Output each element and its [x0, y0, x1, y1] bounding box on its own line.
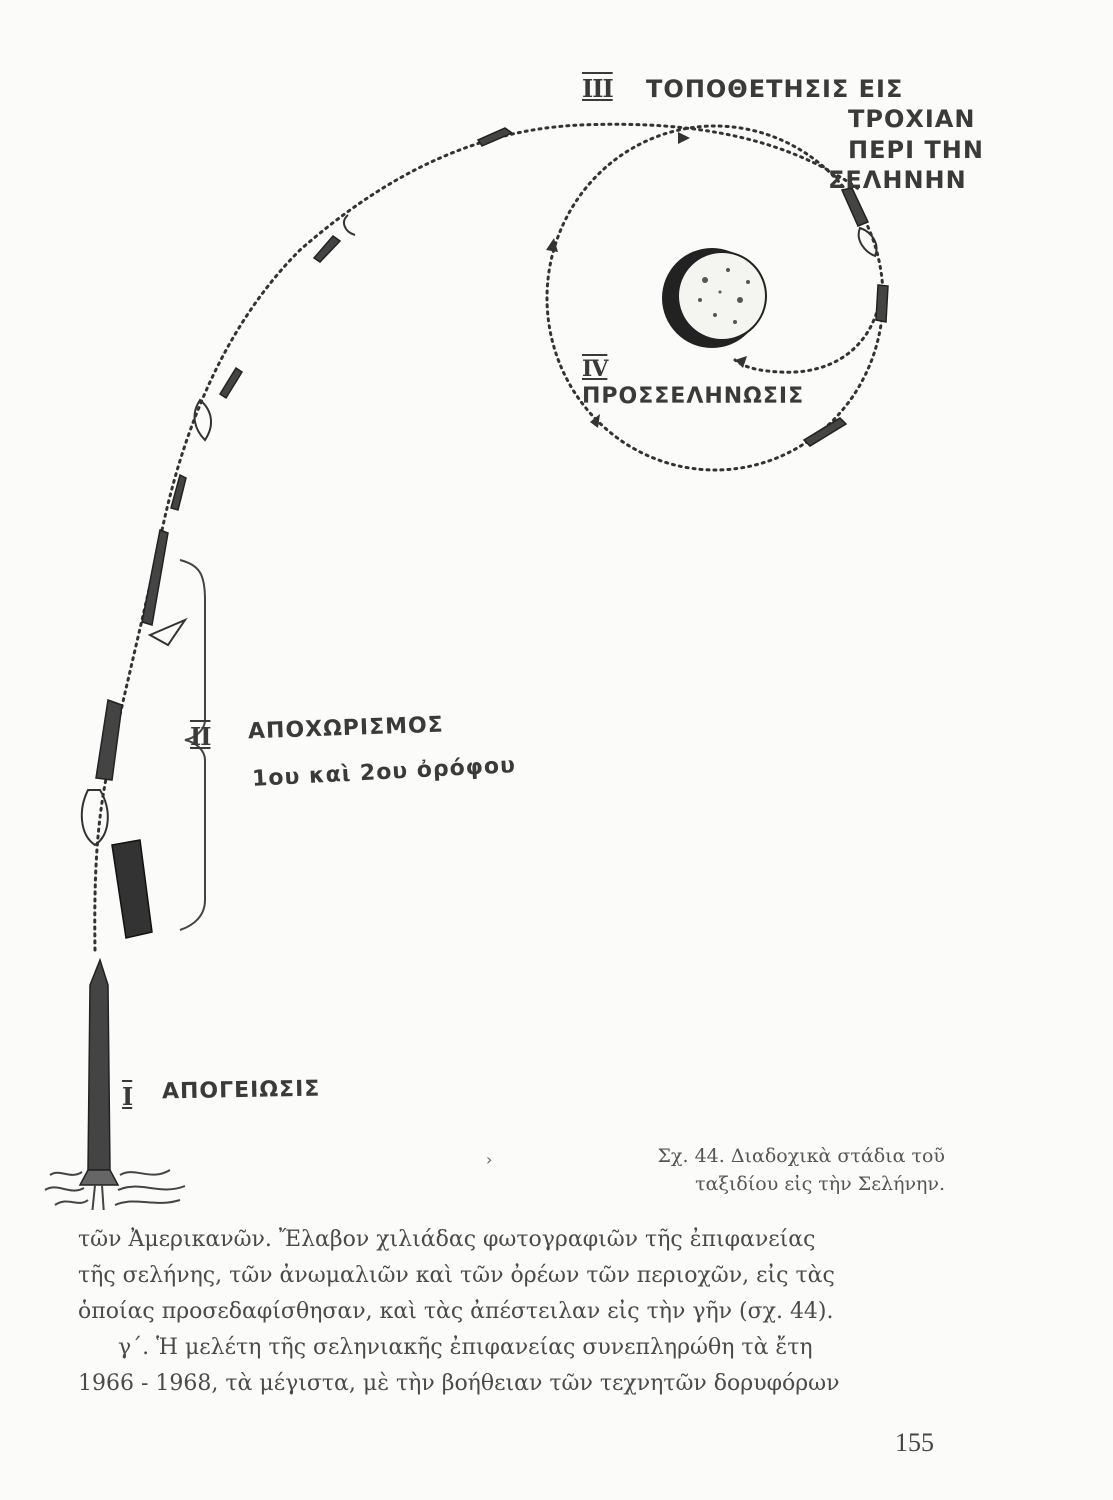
body-line: ὁποίας προσεδαφίσθησαν, καὶ τὰς ἀπέστειλαν εἰς τὴν γῆν (σχ. 44). [78, 1299, 834, 1324]
launch-trajectory [95, 124, 860, 950]
stage3-line2: ΤΡΟΧΙΑΝ [848, 105, 976, 133]
stage3-line1: ΤΟΠΟΘΕΤΗΣΙΣ ΕΙΣ [646, 75, 904, 103]
stage4-numeral: IV [582, 356, 608, 382]
body-line: τῶν Ἀμερικανῶν. Ἔλαβον χιλιάδας φωτογραφιῶν τῆς ἐπιφανείας [78, 1227, 816, 1252]
stage2-line1: ΑΠΟΧΩΡΙΣΜΟΣ [247, 712, 445, 745]
stage2-numeral: II [190, 722, 211, 751]
discarded-first-stage [112, 840, 152, 938]
stage1-label: ΑΠΟΓΕΙΩΣΙΣ [161, 1076, 321, 1105]
body-line: γ΄. Ἡ μελέτη τῆς σεληνιακῆς ἐπιφανείας συνεπληρώθη τὰ ἔτη [118, 1335, 813, 1360]
stage3-line3: ΠΕΡΙ ΤΗΝ [848, 136, 984, 164]
moon [662, 248, 766, 348]
caption-line1: Σχ. 44. Διαδοχικὰ στάδια τοῦ [657, 1145, 945, 1167]
ascending-rocket-stages [96, 128, 888, 780]
body-paragraph [78, 1222, 946, 1402]
stage3-line4: ΣΕΛΗΝΗΝ [828, 166, 967, 194]
launch-rocket [80, 960, 118, 1185]
figure-caption [605, 1142, 945, 1198]
page-number: 155 [895, 1428, 934, 1457]
stage3-label [582, 74, 903, 104]
speck: › [486, 1150, 493, 1169]
stage4-label: ΠΡΟΣΣΕΛΗΝΩΣΙΣ [582, 384, 805, 409]
stage2-line2: 1ου καὶ 2ου ὀρόφου [251, 753, 517, 792]
caption-line2: ταξιδίου εἰς τὴν Σελήνην. [695, 1173, 945, 1195]
body-line: τῆς σελήνης, τῶν ἀνωμαλιῶν καὶ τῶν ὀρέων τῶν περιοχῶν, εἰς τὰς [78, 1263, 835, 1288]
stage1-numeral: I [122, 1082, 133, 1111]
body-line: 1966 - 1968, τὰ μέγιστα, μὲ τὴν βοήθειαν τῶν τεχνητῶν δορυφόρων [78, 1371, 840, 1396]
stage3-numeral: III [582, 74, 613, 103]
launch-exhaust [45, 1170, 185, 1210]
